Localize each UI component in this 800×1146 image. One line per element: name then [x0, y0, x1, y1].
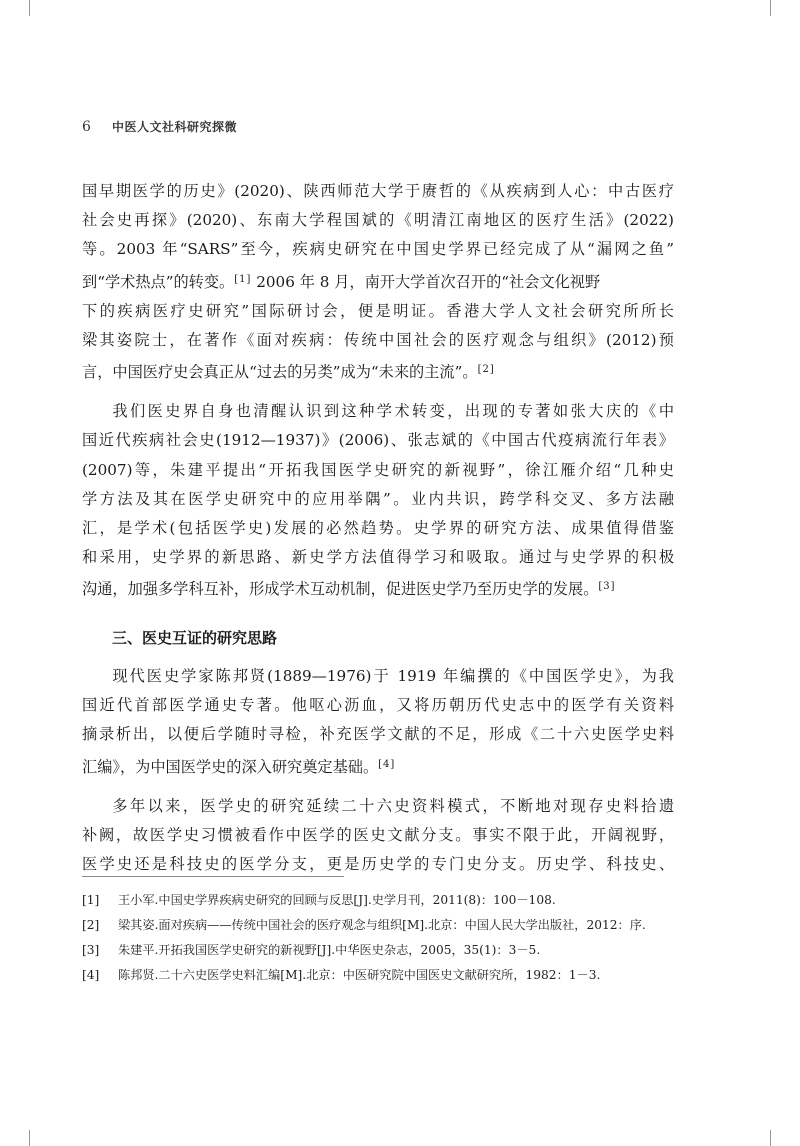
footnote-divider	[82, 876, 344, 877]
footnote	[82, 890, 674, 911]
text-line	[82, 750, 674, 782]
text-line: 和采用，史学界的新思路、新史学方法值得学习和吸取。通过与史学界的积极	[82, 548, 674, 567]
footnote-text: 陈邦贤.二十六史医学史料汇编[M].北京：中医研究院中国医史文献研究所，1982：1－3.	[118, 968, 601, 982]
footnote-ref[interactable]: [3]	[598, 581, 616, 593]
section-3	[82, 624, 674, 653]
running-title: 中医人文社科研究探微	[112, 120, 238, 134]
footnote-ref[interactable]: [4]	[378, 758, 396, 770]
body-text-bottom	[82, 662, 674, 879]
text-line: 补阙，故医学史习惯被看作中医学的医史文献分支。事实不限于此，开阔视野，	[82, 825, 674, 844]
text-line: 汇，是学术(包括医学史)发展的必然趋势。史学界的研究方法、成果值得借鉴	[82, 519, 674, 538]
footnote	[82, 915, 674, 936]
text-line	[82, 572, 674, 604]
paragraph-3	[82, 662, 674, 782]
text-segment: 2006 年 8 月，南开大学首次召开的“社会文化视野	[251, 272, 601, 291]
paragraph-2	[82, 397, 674, 604]
footnote	[82, 940, 674, 961]
text-line: 摘录析出，以便后学随时寻检，补充医学文献的不足，形成《二十六史医学史料	[82, 725, 674, 744]
text-segment: 到“学术热点”的转变。	[82, 272, 235, 291]
crop-mark-bottom-left	[29, 1130, 30, 1146]
text-segment: 沟通，加强多学科互补，形成学术互动机制，促进医史学乃至历史学的发展。	[82, 580, 599, 599]
footnote-number: [2]	[82, 918, 100, 932]
section-heading: 三、医史互证的研究思路	[112, 629, 278, 647]
footnote	[82, 965, 674, 986]
paragraph-4	[82, 792, 674, 880]
text-line: 梁其姿院士，在著作《面对疾病：传统中国社会的医疗观念与组织》(2012)预	[82, 331, 674, 350]
footnote-text: 王小军.中国史学界疾病史研究的回顾与反思[J].史学月刊，2011(8)：100－108.	[118, 893, 556, 907]
footnote-ref[interactable]: [1]	[234, 273, 252, 285]
text-line: 下的疾病医疗史研究”国际研讨会，便是明证。香港大学人文社会研究所所长	[82, 301, 674, 320]
text-line: 我们医史界自身也清醒认识到这种学术转变，出现的专著如张大庆的《中	[112, 402, 674, 421]
text-line: 国近代疾病社会史(1912—1937)》(2006)、张志斌的《中国古代疫病流行年表》	[82, 431, 674, 450]
text-line: 社会史再探》(2020)、东南大学程国斌的《明清江南地区的医疗生活》(2022)	[82, 211, 674, 230]
crop-mark-bottom-right	[770, 1130, 771, 1146]
paragraph-1	[82, 177, 674, 387]
text-line: 多年以来，医学史的研究延续二十六史资料模式，不断地对现存史料拾遗	[112, 796, 674, 815]
text-line: 国早期医学的历史》(2020)、陕西师范大学于赓哲的《从疾病到人心：中古医疗	[82, 182, 674, 200]
text-line: 学方法及其在医学史研究中的应用举隅”。业内共识，跨学科交叉、多方法融	[82, 489, 674, 508]
text-line: (2007)等，朱建平提出“开拓我国医学史研究的新视野”，徐江雁介绍“几种史	[82, 460, 674, 479]
text-line	[82, 265, 674, 297]
footnote-number: [3]	[82, 943, 100, 957]
text-line	[82, 355, 674, 387]
footnote-number: [4]	[82, 968, 100, 982]
footnote-number: [1]	[82, 893, 100, 907]
text-line: 等。2003 年“SARS”至今，疾病史研究在中国史学界已经完成了从“漏网之鱼”	[82, 240, 674, 259]
text-line: 国近代首部医学通史专著。他呕心沥血，又将历朝历代史志中的医学有关资料	[82, 696, 674, 715]
text-line: 现代医史学家陈邦贤(1889—1976)于 1919 年编撰的《中国医学史》，为我	[112, 667, 674, 685]
footnote-text: 朱建平.开拓我国医学史研究的新视野[J].中华医史杂志，2005，35(1)：3－5.	[118, 943, 541, 957]
footnote-ref[interactable]: [2]	[477, 364, 495, 376]
body-text-top	[82, 177, 674, 605]
text-segment: 言，中国医疗史会真正从“过去的另类”成为“未来的主流”。	[82, 363, 478, 382]
text-line: 医学史还是科技史的医学分支，更是历史学的专门史分支。历史学、科技史、	[82, 855, 674, 874]
footnote-text: 梁其姿.面对疾病——传统中国社会的医疗观念与组织[M].北京：中国人民大学出版社，2012：序.	[118, 918, 646, 932]
crop-mark-top-right	[770, 0, 771, 16]
text-segment: 汇编》，为中国医学史的深入研究奠定基础。	[82, 757, 379, 776]
footnotes	[82, 890, 674, 990]
page-number: 6	[82, 119, 91, 135]
running-header	[82, 118, 237, 138]
crop-mark-top-left	[29, 0, 30, 16]
